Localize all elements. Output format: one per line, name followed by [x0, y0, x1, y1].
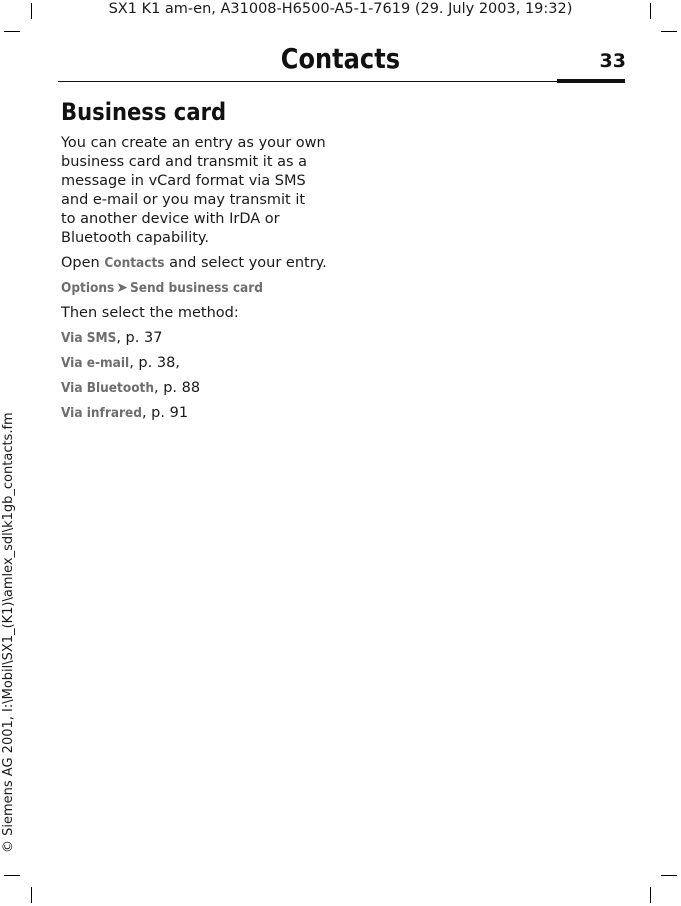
method-keyword: Via SMS: [61, 330, 117, 346]
intro-line: message in vCard format via SMS: [61, 173, 306, 189]
open-suffix: and select your entry.: [164, 255, 327, 271]
open-prefix: Open: [61, 255, 105, 271]
crop-mark-top-left-h: [4, 31, 20, 32]
method-item-bluetooth: [61, 379, 336, 398]
method-ref: , p. 91: [141, 405, 189, 421]
intro-line: business card and transmit it as a: [61, 154, 308, 170]
crop-mark-bottom-right-v: [650, 887, 651, 903]
crop-mark-bottom-left-v: [31, 887, 32, 903]
page-title: Contacts: [280, 42, 401, 75]
method-keyword: Via e-mail: [61, 355, 130, 371]
print-header: SX1 K1 am-en, A31008-H6500-A5-1-7619 (29. July 2003, 19:32): [108, 1, 573, 17]
crop-mark-top-right-h: [661, 31, 677, 32]
title-rule: [58, 81, 625, 82]
intro-line: Bluetooth capability.: [61, 230, 210, 246]
main-content: [61, 96, 336, 429]
method-ref: , p. 38,: [129, 355, 180, 371]
page-number: 33: [599, 50, 626, 72]
open-contacts-line: [61, 254, 336, 273]
method-keyword: Via infrared: [61, 405, 142, 421]
crop-mark-bottom-left-h: [4, 875, 20, 876]
page-number-rule: [557, 79, 625, 83]
crop-mark-bottom-right-h: [661, 875, 677, 876]
method-ref: , p. 88: [154, 380, 201, 396]
section-heading: Business card: [61, 98, 227, 126]
arrow-right-icon: ➤: [116, 280, 128, 296]
method-ref: , p. 37: [116, 330, 163, 346]
method-item-sms: [61, 329, 336, 348]
intro-line: and e-mail or you may transmit it: [61, 192, 306, 208]
method-keyword: Via Bluetooth: [61, 380, 154, 396]
then-select-line: Then select the method:: [61, 305, 239, 321]
intro-line: You can create an entry as your own: [61, 135, 326, 151]
method-item-infrared: [61, 404, 336, 423]
intro-line: to another device with IrDA or: [61, 211, 280, 227]
send-business-card-keyword: Send business card: [129, 280, 263, 296]
options-keyword: Options: [61, 280, 115, 296]
method-item-email: [61, 354, 336, 373]
contacts-keyword: Contacts: [104, 255, 165, 271]
copyright-side-text: © Siemens AG 2001, I:\Mobil\SX1_(K1)\amlex_sdl\k1gb_contacts.fm: [1, 412, 16, 853]
menu-path: [61, 279, 336, 298]
intro-paragraph: [61, 134, 336, 248]
